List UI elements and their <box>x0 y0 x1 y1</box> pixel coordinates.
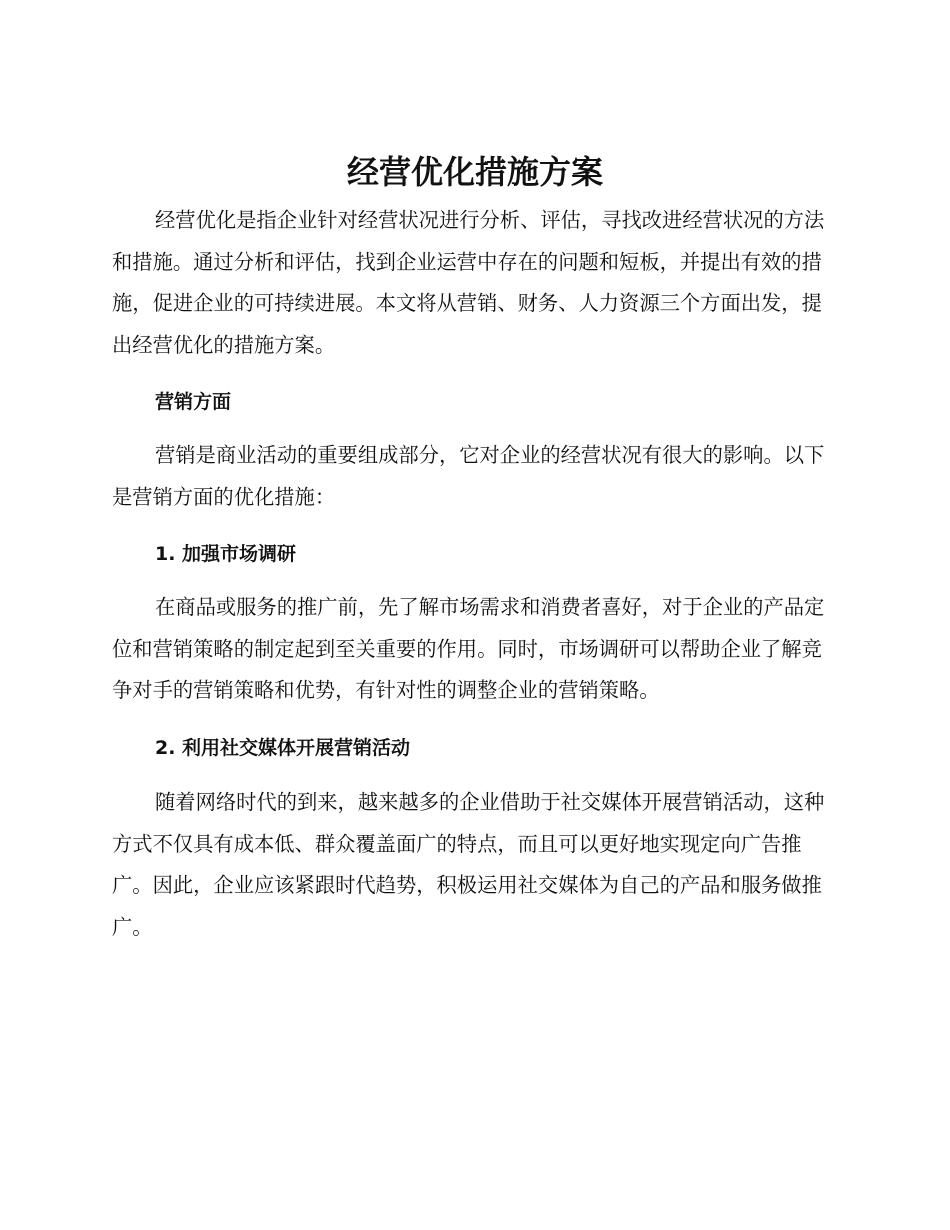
social-media-paragraph: 随着网络时代的到来，越来越多的企业借助于社交媒体开展营销活动，这种方式不仅具有成本低、群众覆盖面广的特点，而且可以更好地实现定向广告推广。因此，企业应该紧跟时代趋势，积极运用社交媒体为自己的产品和服务做推广。 <box>112 790 825 939</box>
intro-paragraph: 经营优化是指企业针对经营状况进行分析、评估，寻找改进经营状况的方法和措施。通过分析和评估，找到企业运营中存在的问题和短板，并提出有效的措施，促进企业的可持续进展。本文将从营销、财务、人力资源三个方面出发，提出经营优化的措施方案。 <box>112 208 825 357</box>
document-title: 经营优化措施方案 <box>346 153 603 191</box>
market-research-paragraph: 在商品或服务的推广前，先了解市场需求和消费者喜好，对于企业的产品定位和营销策略的制定起到至关重要的作用。同时，市场调研可以帮助企业了解竞争对手的营销策略和优势，有针对性的调整企业的营销策略。 <box>112 595 825 702</box>
subsection-heading-social-media: 2. 利用社交媒体开展营销活动 <box>155 737 411 759</box>
section-heading-marketing: 营销方面 <box>155 391 232 413</box>
marketing-paragraph: 营销是商业活动的重要组成部分，它对企业的经营状况有很大的影响。以下是营销方面的优化措施： <box>112 443 825 509</box>
subsection-heading-market-research: 1. 加强市场调研 <box>155 543 297 565</box>
